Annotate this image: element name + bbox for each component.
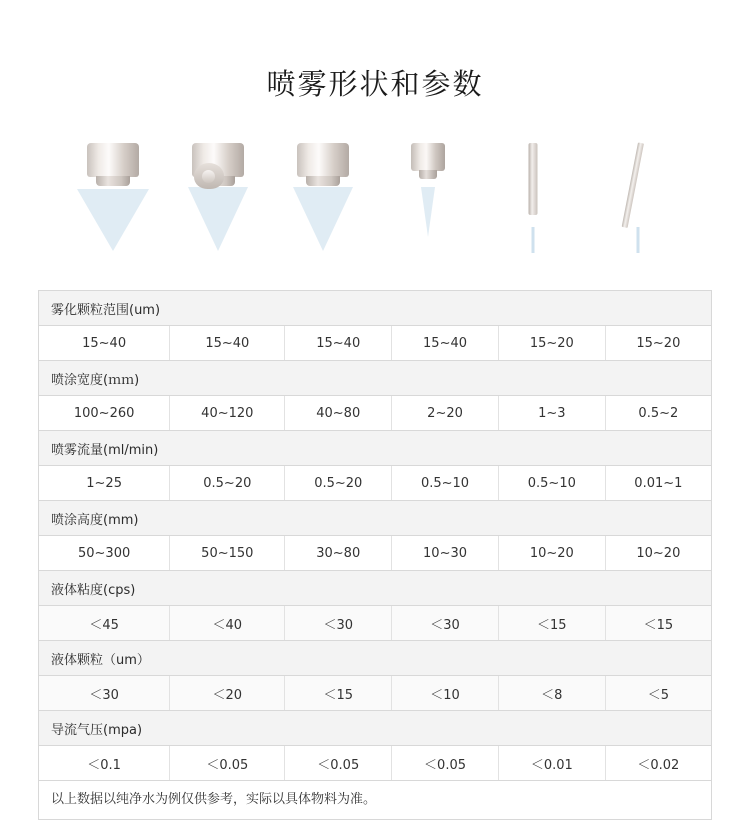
table-cell: ＜0.05: [392, 746, 499, 781]
table-cell: 0.5~2: [605, 396, 711, 431]
table-cell: ＜0.05: [170, 746, 285, 781]
table-cell: 1~3: [498, 396, 605, 431]
spec-table: [39, 291, 711, 781]
nozzle-cap-icon: [411, 143, 445, 171]
spray-plume-icon: [188, 187, 248, 251]
table-cell: ＜5: [605, 676, 711, 711]
spray-plume-icon: [77, 189, 149, 251]
table-row: [39, 711, 711, 746]
wide-cone-nozzle: [60, 131, 165, 256]
spec-table-container: [38, 290, 712, 781]
nozzle-illustration-strip: [0, 131, 750, 256]
medium-cone-nozzle: [270, 131, 375, 256]
row-header: 喷雾流量(ml/min): [39, 431, 711, 466]
table-cell: 50~300: [39, 536, 170, 571]
table-row: [39, 606, 711, 641]
nozzle-cap-icon: [297, 143, 349, 177]
table-cell: 1~25: [39, 466, 170, 501]
row-header: 导流气压(mpa): [39, 711, 711, 746]
table-row: [39, 326, 711, 361]
table-cell: ＜40: [170, 606, 285, 641]
side-arm-cone-nozzle: [165, 131, 270, 256]
table-cell: 40~80: [285, 396, 392, 431]
table-cell: ＜0.1: [39, 746, 170, 781]
table-cell: 0.5~20: [285, 466, 392, 501]
table-cell: ＜30: [39, 676, 170, 711]
nozzle-stem-icon: [528, 143, 537, 215]
table-row: [39, 571, 711, 606]
table-cell: 0.5~20: [170, 466, 285, 501]
table-cell: 10~30: [392, 536, 499, 571]
table-cell: 50~150: [170, 536, 285, 571]
table-cell: ＜0.02: [605, 746, 711, 781]
table-cell: 0.01~1: [605, 466, 711, 501]
row-header: 液体颗粒（um）: [39, 641, 711, 676]
table-cell: ＜30: [285, 606, 392, 641]
table-row: [39, 396, 711, 431]
table-footnote: 以上数据以纯净水为例仅供参考，实际以具体物料为准。: [38, 781, 712, 820]
fine-needle-nozzle: [480, 131, 585, 256]
table-cell: 40~120: [170, 396, 285, 431]
table-cell: 10~20: [605, 536, 711, 571]
table-cell: ＜0.05: [285, 746, 392, 781]
page-title: 喷雾形状和参数: [266, 67, 484, 101]
table-cell: 15~40: [285, 326, 392, 361]
table-row: [39, 466, 711, 501]
row-header: 液体粘度(cps): [39, 571, 711, 606]
table-cell: ＜15: [285, 676, 392, 711]
spray-plume-icon: [636, 227, 639, 253]
nozzle-cap-icon: [192, 143, 244, 177]
table-cell: ＜45: [39, 606, 170, 641]
table-row: [39, 676, 711, 711]
table-cell: 15~20: [498, 326, 605, 361]
spray-plume-icon: [421, 187, 435, 237]
table-cell: ＜10: [392, 676, 499, 711]
row-header: 喷涂高度(mm): [39, 501, 711, 536]
spray-plume-icon: [531, 227, 534, 253]
row-header: 雾化颗粒范围(um): [39, 291, 711, 326]
tilted-needle-nozzle: [585, 131, 690, 256]
table-cell: 30~80: [285, 536, 392, 571]
table-cell: ＜20: [170, 676, 285, 711]
table-cell: ＜15: [605, 606, 711, 641]
nozzle-stem-icon: [621, 142, 643, 228]
spray-plume-icon: [293, 187, 353, 251]
table-row: [39, 641, 711, 676]
table-row: [39, 431, 711, 466]
table-cell: ＜30: [392, 606, 499, 641]
table-row: [39, 291, 711, 326]
table-cell: ＜0.01: [498, 746, 605, 781]
table-cell: 10~20: [498, 536, 605, 571]
table-cell: ＜8: [498, 676, 605, 711]
table-row: [39, 361, 711, 396]
table-cell: 15~40: [39, 326, 170, 361]
table-cell: 15~40: [170, 326, 285, 361]
table-row: [39, 501, 711, 536]
nozzle-cap-icon: [87, 143, 139, 177]
table-cell: 0.5~10: [392, 466, 499, 501]
table-cell: 0.5~10: [498, 466, 605, 501]
row-header: 喷涂宽度(ｍｍ): [39, 361, 711, 396]
table-cell: 15~20: [605, 326, 711, 361]
table-row: [39, 536, 711, 571]
table-cell: 2~20: [392, 396, 499, 431]
side-arm-icon: [194, 163, 224, 189]
table-cell: 100~260: [39, 396, 170, 431]
narrow-jet-nozzle: [375, 131, 480, 256]
table-cell: 15~40: [392, 326, 499, 361]
table-cell: ＜15: [498, 606, 605, 641]
table-row: [39, 746, 711, 781]
